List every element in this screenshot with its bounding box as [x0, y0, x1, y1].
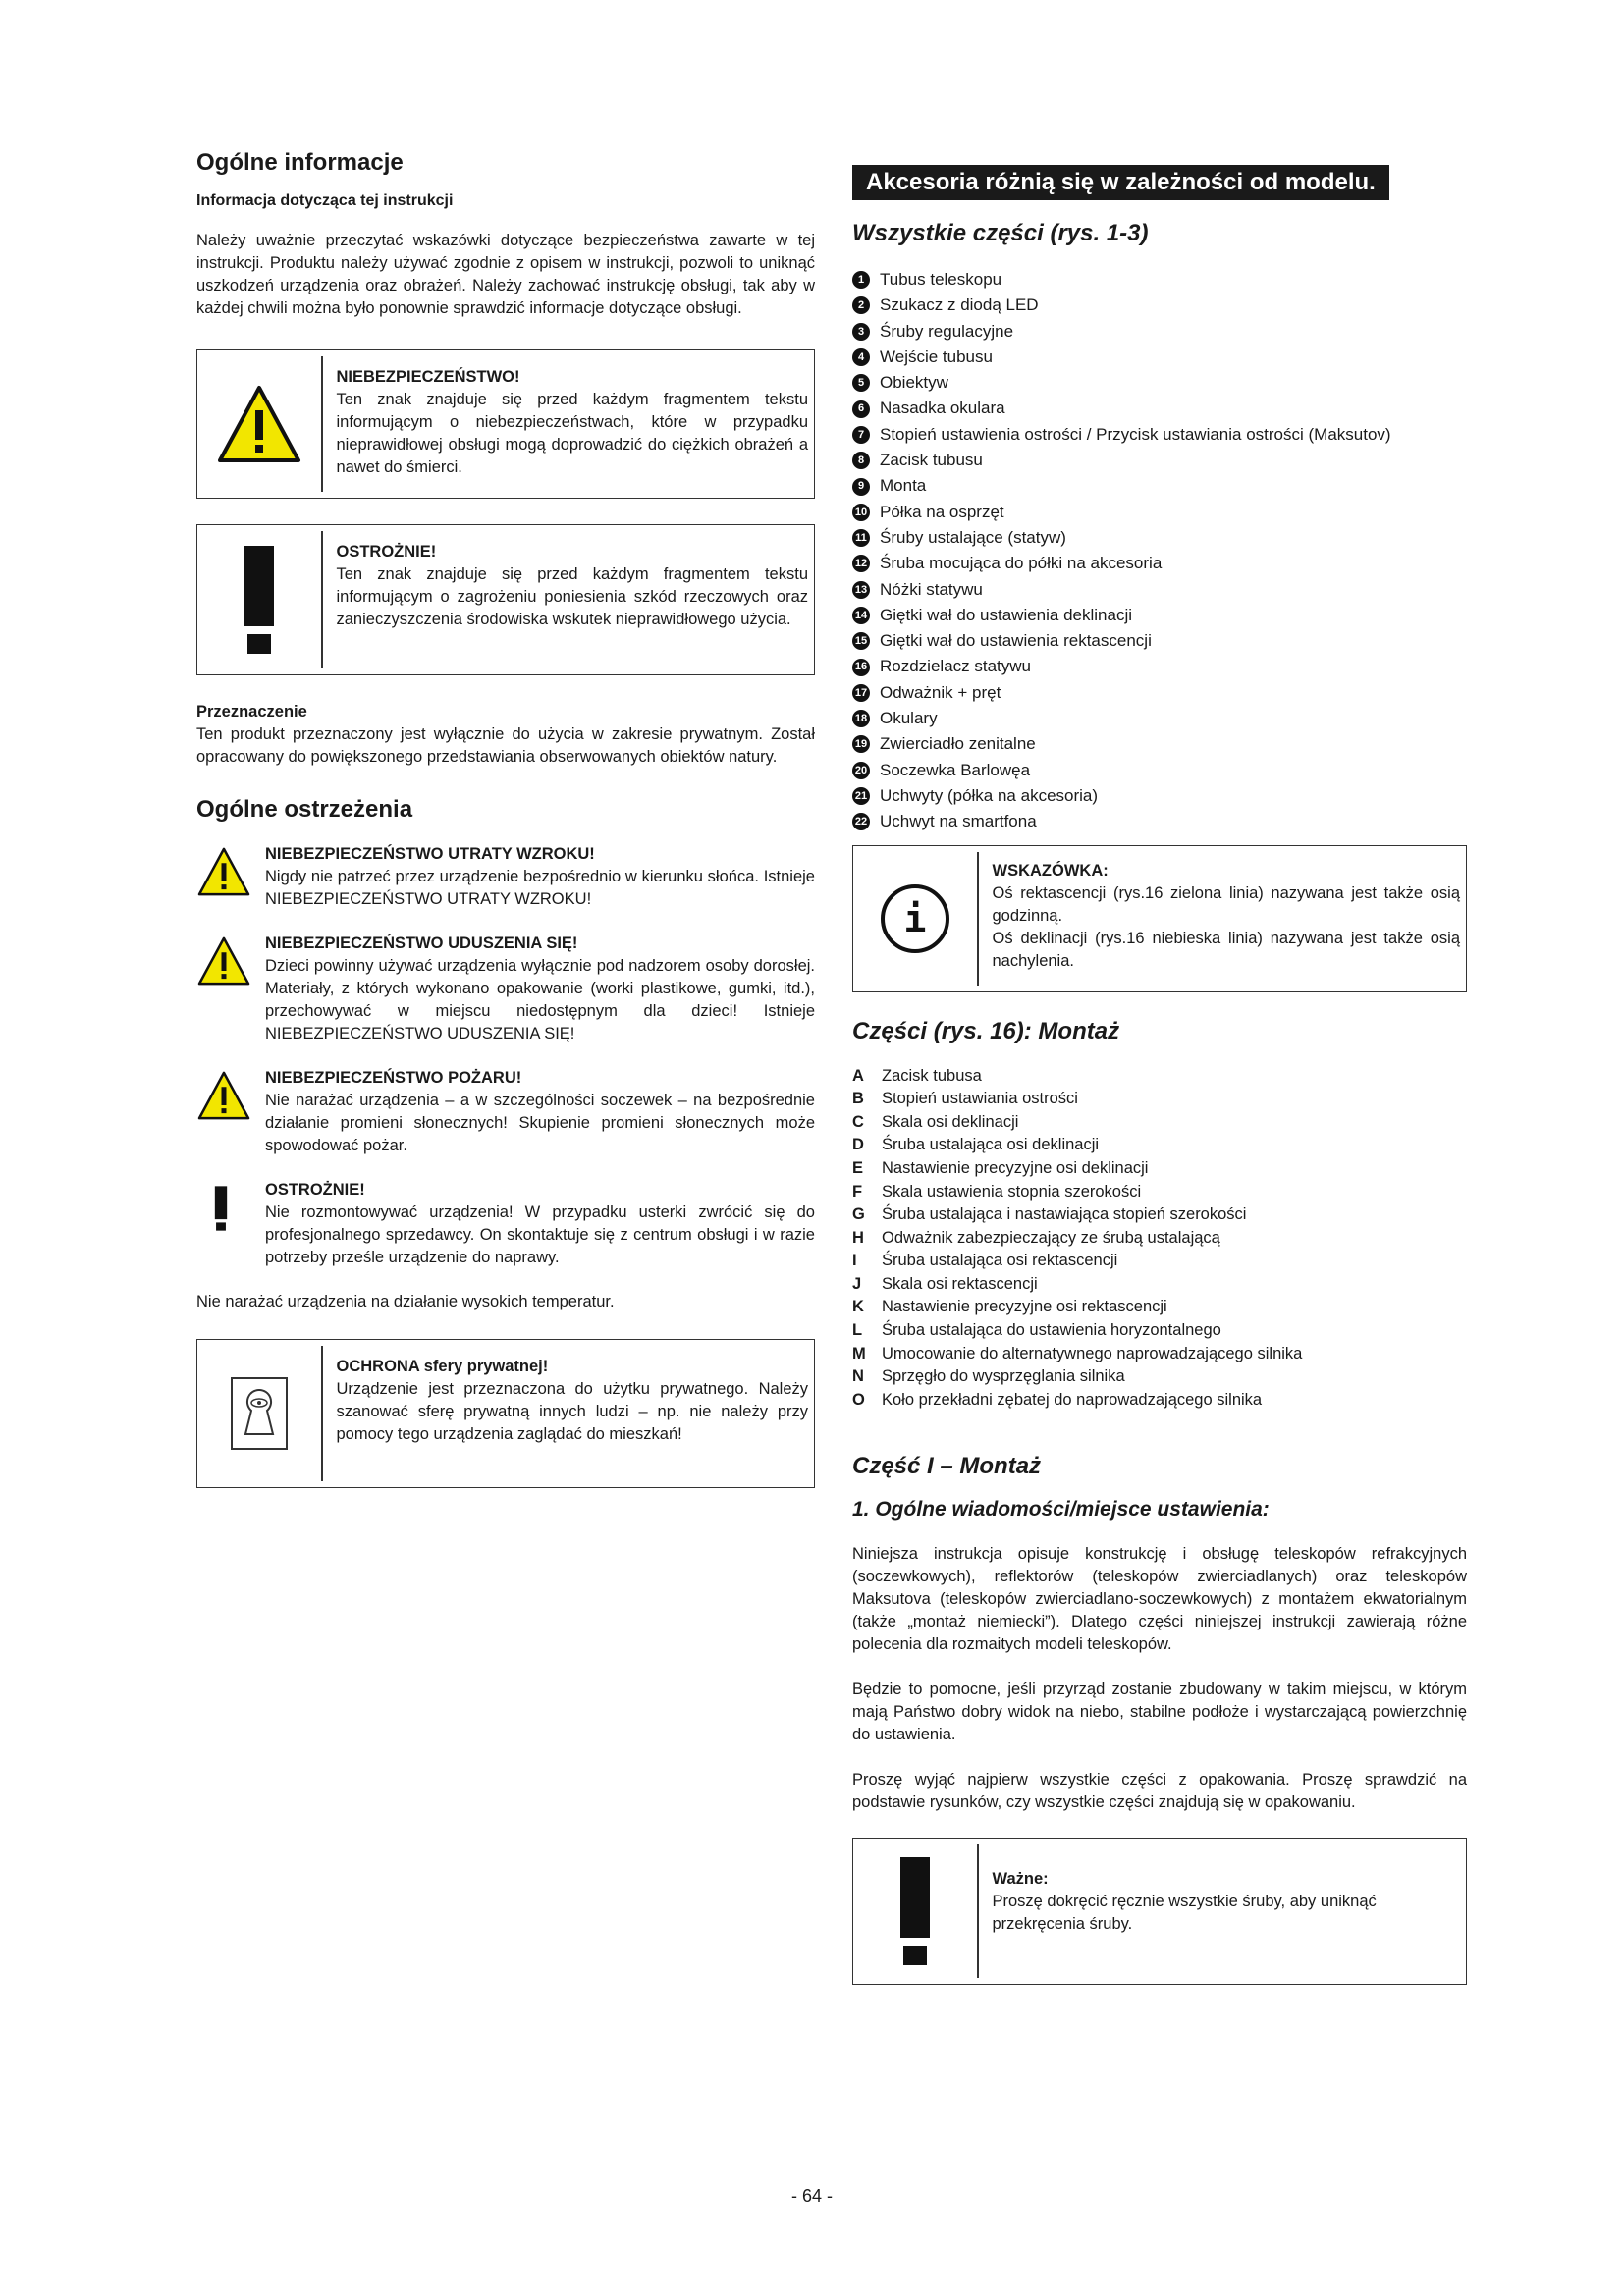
part-number-badge: 3 [852, 323, 870, 341]
mount-list-item [852, 1273, 1467, 1297]
mount-list-item [852, 1250, 1467, 1273]
warning-triangle-icon [196, 1067, 265, 1157]
part-label: Giętki wał do ustawienia rektascencji [880, 631, 1152, 651]
part-label: Szukacz z diodą LED [880, 295, 1039, 315]
part-label: Okulary [880, 709, 938, 728]
part-number-badge: 6 [852, 400, 870, 418]
part-number-badge: 21 [852, 787, 870, 805]
mount-letter: G [852, 1205, 865, 1224]
right-column [852, 165, 1467, 1985]
mount-letter: J [852, 1274, 862, 1293]
parts-list-item [852, 370, 1467, 396]
privacy-box-title: OCHRONA sfery prywatnej! [336, 1358, 549, 1375]
warning-suffocation [196, 933, 815, 1045]
part-number-badge: 14 [852, 607, 870, 624]
mount-label: Zacisk tubusa [882, 1066, 982, 1085]
intro-paragraph-2: Będzie to pomocne, jeśli przyrząd zostanie zbudowany w takim miejscu, w którym mają Państwo dobry widok na niebo, stabilne podłoże i wystarczającą powierzchnię do ustawienia. [852, 1681, 1467, 1744]
parts-list-item [852, 577, 1467, 603]
part-number-badge: 4 [852, 348, 870, 366]
instructions-paragraph: Należy uważnie przeczytać wskazówki dotyczące bezpieczeństwa zawarte w tej instrukcji. Produktu należy używać zgodnie z opisem w instrukcji, pozwoli to uniknąć uszkodzeń urządzenia oraz obrażeń. Należy zachować instrukcję obsługi, tak aby w każdej chwili można było ponownie sprawdzić informacje dotyczące obsługi. [196, 232, 815, 317]
caution-box [196, 524, 815, 675]
part-number-badge: 5 [852, 374, 870, 392]
mount-label: Sprzęgło do wysprzęglania silnika [882, 1367, 1125, 1386]
warning-sight-loss-title: NIEBEZPIECZEŃSTWO UTRATY WZROKU! [265, 845, 595, 863]
privacy-keyhole-icon [197, 1340, 321, 1487]
part-number-badge: 16 [852, 659, 870, 676]
mount-label: Skala osi deklinacji [882, 1112, 1019, 1131]
page-number: - 64 - [790, 2186, 833, 2206]
mount-label: Koło przekładni zębatej do naprowadzającego silnika [882, 1390, 1263, 1409]
mount-letter: K [852, 1298, 864, 1316]
parts-list-item [852, 809, 1467, 834]
part-number-badge: 19 [852, 735, 870, 753]
mount-heading: Części (rys. 16): Montaż [852, 1017, 1120, 1044]
privacy-box [196, 1339, 815, 1488]
part-label: Uchwyt na smartfona [880, 812, 1037, 831]
part-label: Wejście tubusu [880, 347, 993, 366]
mount-label: Skala ustawienia stopnia szerokości [882, 1182, 1142, 1201]
exclamation-icon [197, 525, 321, 674]
parts-list-item [852, 551, 1467, 576]
parts-list-item [852, 267, 1467, 293]
part-number-badge: 22 [852, 813, 870, 830]
mount-list-item [852, 1181, 1467, 1204]
mount-list-item [852, 1111, 1467, 1135]
warning-caution [196, 1179, 815, 1269]
parts-heading: Wszystkie części (rys. 1-3) [852, 220, 1149, 246]
mount-letter: B [852, 1090, 864, 1108]
subheading-instructions: Informacja dotycząca tej instrukcji [196, 192, 454, 209]
parts-list-item [852, 628, 1467, 654]
mount-letter: C [852, 1112, 864, 1131]
part-label: Śruby regulacyjne [880, 321, 1014, 341]
part-number-badge: 10 [852, 504, 870, 521]
parts-list-item [852, 422, 1467, 448]
mount-label: Stopień ustawiania ostrości [882, 1090, 1078, 1108]
warning-fire [196, 1067, 815, 1157]
hint-line-2: Oś deklinacji (rys.16 niebieska linia) nazywana jest także osią nachylenia. [992, 929, 1460, 970]
parts-list-item [852, 680, 1467, 706]
parts-list-item [852, 654, 1467, 679]
parts-list-item [852, 293, 1467, 318]
mount-list-item [852, 1088, 1467, 1111]
mount-letter: I [852, 1252, 857, 1270]
caution-box-text: Ten znak znajduje się przed każdym fragmentem tekstu informującym o zagrożeniu poniesienia szkód rzeczowych oraz zanieczyszczenia środowiska wskutek nieprawidłowego użycia. [336, 565, 808, 628]
mount-list-item [852, 1134, 1467, 1157]
warning-caution-title: OSTROŻNIE! [265, 1181, 365, 1199]
temperature-note: Nie narażać urządzenia na działanie wysokich temperatur. [196, 1293, 615, 1310]
part-number-badge: 20 [852, 762, 870, 779]
warning-caution-text: Nie rozmontowywać urządzenia! W przypadku usterki zwrócić się do profesjonalnego sprzedawcy. On skontaktuje się z centrum obsługi i w razie potrzeby prześle urządzenie do naprawy. [265, 1203, 815, 1266]
mount-label: Śruba ustalająca osi deklinacji [882, 1136, 1100, 1154]
warning-fire-text: Nie narażać urządzenia – a w szczególności soczewek – na bezpośrednie działanie promieni słonecznych! Skupienie promieni słonecznych może spowodować pożar. [265, 1092, 815, 1154]
mount-list-item [852, 1227, 1467, 1251]
part-number-badge: 9 [852, 478, 870, 496]
part-label: Śruby ustalające (statyw) [880, 527, 1066, 547]
mount-letter: L [852, 1321, 863, 1340]
warning-sight-loss [196, 843, 815, 911]
mount-label: Umocowanie do alternatywnego naprowadzającego silnika [882, 1344, 1303, 1362]
part-label: Odważnik + pręt [880, 682, 1001, 702]
parts-list-item [852, 525, 1467, 551]
warning-suffocation-title: NIEBEZPIECZEŃSTWO UDUSZENIA SIĘ! [265, 934, 578, 952]
left-column [196, 149, 815, 1488]
part-label: Półka na osprzęt [880, 502, 1004, 521]
parts-list-item [852, 500, 1467, 525]
part-label: Tubus teleskopu [880, 270, 1002, 289]
exclamation-icon [853, 1839, 977, 1984]
part-number-badge: 18 [852, 710, 870, 727]
important-text: Proszę dokręcić ręcznie wszystkie śruby, aby uniknąć przekręcenia śruby. [992, 1893, 1377, 1934]
danger-box-title: NIEBEZPIECZEŃSTWO! [336, 368, 520, 386]
parts-list-item [852, 706, 1467, 731]
mount-label: Nastawienie precyzyjne osi deklinacji [882, 1158, 1149, 1177]
mount-label: Nastawienie precyzyjne osi rektascencji [882, 1298, 1167, 1316]
mount-list-item [852, 1389, 1467, 1413]
purpose-paragraph: Ten produkt przeznaczony jest wyłącznie do użycia w zakresie prywatnym. Został opracowany do powiększonego przedstawiania obserwowanych obiektów natury. [196, 725, 815, 766]
mount-parts-list [852, 1065, 1467, 1413]
hint-line-1: Oś rektascencji (rys.16 zielona linia) nazywana jest także osią godzinną. [992, 883, 1460, 925]
hint-box [852, 845, 1467, 992]
part-label: Zacisk tubusu [880, 451, 983, 470]
privacy-box-text: Urządzenie jest przeznaczona do użytku prywatnego. Należy szanować sferę prywatną innych ludzi – np. nie należy przy pomocy tego urządzenia zaglądać do mieszkań! [336, 1380, 808, 1443]
mount-letter: A [852, 1066, 864, 1085]
danger-box-text: Ten znak znajduje się przed każdym fragmentem tekstu informującym o niebezpieczeństwach, które w przypadku nieprawidłowej obsługi mogą doprowadzić do ciężkich obrażeń a nawet do śmierci. [336, 391, 808, 476]
part-number-badge: 2 [852, 296, 870, 314]
mount-label: Śruba ustalająca i nastawiająca stopień szerokości [882, 1205, 1247, 1224]
warning-sight-loss-text: Nigdy nie patrzeć przez urządzenie bezpośrednio w kierunku słońca. Istnieje NIEBEZPIECZEŃSTWO UTRATY WZROKU! [265, 868, 815, 908]
accessories-banner: Akcesoria różnią się w zależności od modelu. [852, 165, 1389, 200]
subheading-purpose: Przeznaczenie [196, 703, 307, 721]
part-label: Obiektyw [880, 373, 948, 393]
mount-list-item [852, 1296, 1467, 1319]
mount-list-item [852, 1319, 1467, 1343]
part-label: Zwierciadło zenitalne [880, 734, 1036, 754]
important-box [852, 1838, 1467, 1985]
important-title: Ważne: [992, 1870, 1049, 1889]
part-label: Nasadka okulara [880, 399, 1005, 418]
mount-list-item [852, 1065, 1467, 1089]
part-number-badge: 11 [852, 529, 870, 547]
warning-triangle-icon [196, 843, 265, 911]
mount-letter: M [852, 1344, 866, 1362]
part-number-badge: 17 [852, 684, 870, 702]
mount-label: Śruba ustalająca do ustawienia horyzontalnego [882, 1321, 1221, 1340]
section-title-general-info: Ogólne informacje [196, 149, 404, 176]
part-number-badge: 7 [852, 426, 870, 444]
part-label: Śruba mocująca do półki na akcesoria [880, 554, 1163, 573]
caution-box-title: OSTROŻNIE! [336, 543, 437, 561]
parts-list-item [852, 319, 1467, 345]
parts-list-item [852, 473, 1467, 499]
mount-list-item [852, 1203, 1467, 1227]
part-label: Rozdzielacz statywu [880, 657, 1032, 676]
part1-heading: Część I – Montaż [852, 1453, 1042, 1480]
mount-label: Śruba ustalająca osi rektascencji [882, 1252, 1118, 1270]
warning-suffocation-text: Dzieci powinny używać urządzenia wyłącznie pod nadzorem osoby dorosłej. Materiały, z których wykonano opakowanie (worki plastikowe, gumki, itd.), przechowywać w miejscu niedostępnym dla dzieci! Istnieje NIEBEZPIECZEŃSTWO UDUSZENIA SIĘ! [265, 957, 815, 1042]
parts-list-item [852, 783, 1467, 809]
part-number-badge: 15 [852, 632, 870, 650]
parts-list-item [852, 758, 1467, 783]
danger-box [196, 349, 815, 499]
part-label: Soczewka Barlowęa [880, 760, 1031, 779]
intro-paragraph-3: Proszę wyjąć najpierw wszystkie części z opakowania. Proszę sprawdzić na podstawie rysunków, czy wszystkie części znajdują się w opakowaniu. [852, 1771, 1467, 1812]
part-label: Stopień ustawienia ostrości / Przycisk ustawiania ostrości (Maksutov) [880, 424, 1391, 444]
part-number-badge: 13 [852, 581, 870, 599]
parts-list-item [852, 731, 1467, 757]
mount-list-item [852, 1365, 1467, 1389]
intro-paragraph-1: Niniejsza instrukcja opisuje konstrukcję i obsługę teleskopów refrakcyjnych (soczewkowych), reflektorów (teleskopów zwierciadlanych) oraz teleskopów Maksutova (teleskopów zwierciadlano-soczewkowych) z montażem ekwatorialnym (także „montaż niemiecki”). Dlatego części niniejszej instrukcji zawierają różne polecenia dla rozmaitych modeli teleskopów. [852, 1545, 1467, 1654]
parts-list-item [852, 448, 1467, 473]
part-label: Uchwyty (półka na akcesoria) [880, 785, 1099, 805]
warning-triangle-icon [196, 933, 265, 1045]
mount-list-item [852, 1343, 1467, 1366]
mount-letter: E [852, 1158, 864, 1177]
mount-letter: O [852, 1390, 865, 1409]
mount-label: Skala osi rektascencji [882, 1274, 1038, 1293]
parts-list-item [852, 345, 1467, 370]
parts-list [852, 267, 1467, 835]
mount-letter: H [852, 1228, 864, 1247]
mount-label: Odważnik zabezpieczający ze śrubą ustalającą [882, 1228, 1220, 1247]
part-number-badge: 1 [852, 271, 870, 289]
part-label: Giętki wał do ustawienia deklinacji [880, 605, 1133, 624]
info-icon-letter: i [903, 896, 927, 940]
part-label: Monta [880, 476, 927, 496]
parts-list-item [852, 603, 1467, 628]
part-number-badge: 8 [852, 452, 870, 469]
general-heading: 1. Ogólne wiadomości/miejsce ustawienia: [852, 1498, 1270, 1522]
warning-fire-title: NIEBEZPIECZEŃSTWO POŻARU! [265, 1069, 522, 1087]
part-number-badge: 12 [852, 555, 870, 572]
hint-title: WSKAZÓWKA: [992, 861, 1109, 880]
mount-letter: D [852, 1136, 864, 1154]
mount-letter: N [852, 1367, 864, 1386]
parts-list-item [852, 396, 1467, 421]
info-icon [853, 846, 977, 991]
exclamation-icon [196, 1179, 265, 1269]
section-title-warnings: Ogólne ostrzeżenia [196, 796, 413, 823]
mount-letter: F [852, 1182, 863, 1201]
warning-triangle-icon [197, 350, 321, 498]
mount-list-item [852, 1157, 1467, 1181]
part-label: Nóżki statywu [880, 579, 983, 599]
